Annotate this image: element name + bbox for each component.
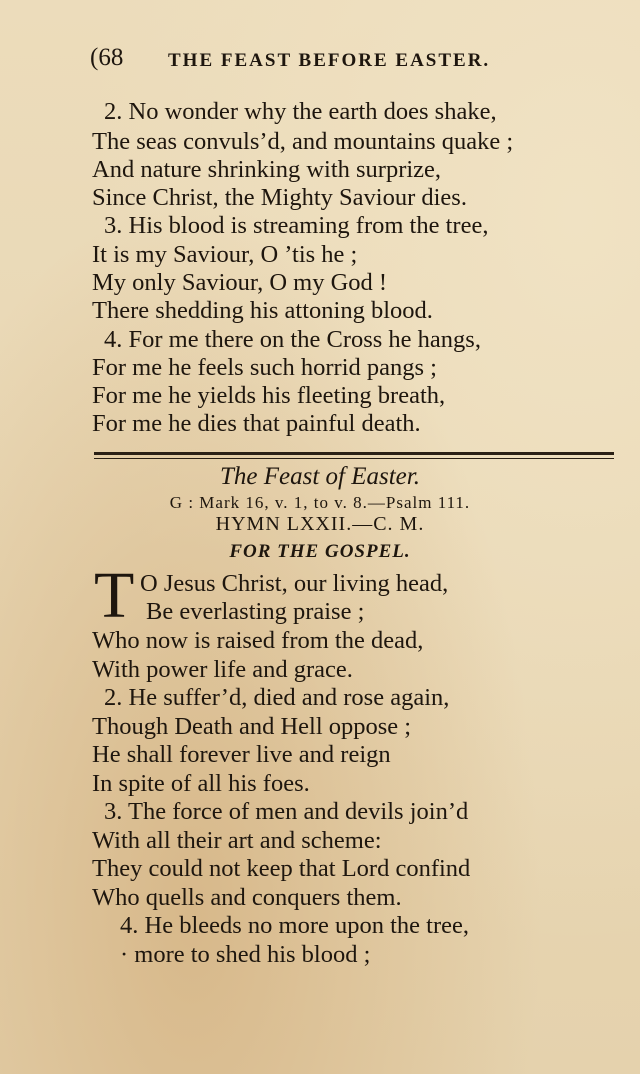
section-divider-thin [94, 458, 614, 459]
verse-line: Who quells and conquers them. [92, 884, 402, 911]
page-number: (68 [90, 44, 124, 71]
verse-line: 2. He suffer’d, died and rose again, [104, 684, 450, 711]
verse-line: · more to shed his blood ; [120, 941, 371, 968]
verse-line: For me he yields his fleeting breath, [92, 382, 446, 409]
verse-line: 4. He bleeds no more upon the tree, [120, 912, 470, 939]
verse-line: In spite of all his foes. [92, 770, 310, 797]
verse-line: 3. The force of men and devils join’d [104, 798, 469, 825]
verse-line: 2. No wonder why the earth does shake, [104, 98, 497, 125]
verse-line: For me he dies that painful death. [92, 410, 421, 437]
verse-line: And nature shrinking with surprize, [92, 156, 442, 183]
verse-line: 3. His blood is streaming from the tree, [104, 212, 489, 239]
verse-line: Though Death and Hell oppose ; [92, 713, 412, 740]
section-title: The Feast of Easter. [220, 463, 420, 490]
running-head: THE FEAST BEFORE EASTER. [168, 50, 491, 71]
verse-line: 4. For me there on the Cross he hangs, [104, 326, 481, 353]
verse-line: Who now is raised from the dead, [92, 627, 424, 654]
verse-line: Be everlasting praise ; [146, 598, 365, 625]
section-divider [94, 452, 614, 455]
page-header [90, 44, 610, 78]
verse-line: O Jesus Christ, our living head, [140, 570, 449, 597]
verse-line: With all their art and scheme: [92, 827, 382, 854]
verse-line: For me he feels such horrid pangs ; [92, 354, 437, 381]
verse-line: It is my Saviour, O ’tis he ; [92, 241, 358, 268]
verse-line: Since Christ, the Mighty Saviour dies. [92, 184, 467, 211]
scripture-reference: G : Mark 16, v. 1, to v. 8.—Psalm 111. [169, 493, 471, 512]
hymn-subtitle: FOR THE GOSPEL. [229, 541, 411, 562]
drop-cap: T [94, 559, 135, 632]
verse-line: He shall forever live and reign [92, 741, 391, 768]
verse-line: With power life and grace. [92, 656, 353, 683]
verse-line: There shedding his attoning blood. [92, 297, 433, 324]
verse-line: My only Saviour, O my God ! [92, 269, 388, 296]
hymn-number: HYMN LXXII.—C. M. [215, 513, 425, 535]
verse-line: They could not keep that Lord confind [92, 855, 471, 882]
verse-line: The seas convuls’d, and mountains quake ; [92, 128, 514, 155]
